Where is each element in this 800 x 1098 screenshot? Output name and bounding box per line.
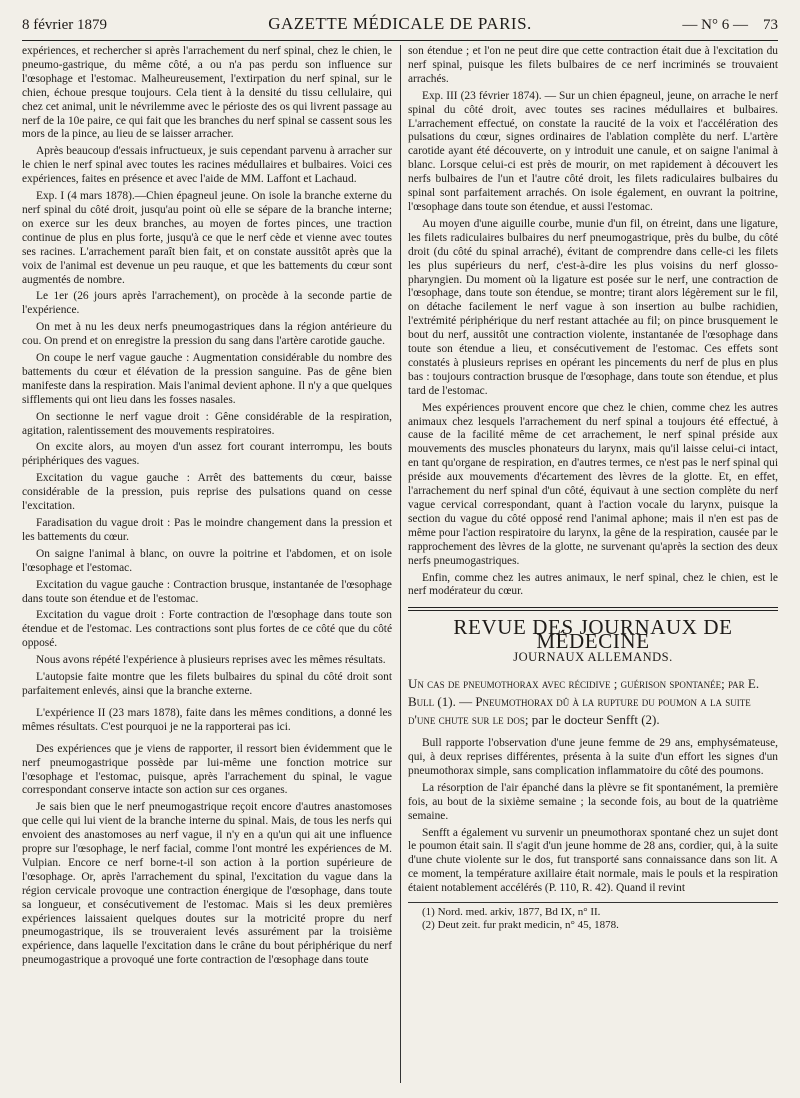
page-header — [22, 14, 778, 38]
paragraph: Mes expériences prouvent encore que chez le chien, comme chez les autres animaux chez lesquels l'arrachement du nerf spinal a toujours été effectué, à cause de la facilité même de cet arrachement, le nerf spinal préside aux mouvements des muscles phonateurs du larynx, mais qu'il laisse celui-ci intact, en tant qu'organe de respiration, en d'autres termes, ce n'est pas le nerf spinal qui préside aux mouvements d'écartement des lèvres de la glotte. Et, en effet, l'arrachement du nerf spinal d'un côté, équivaut à une section complète du nerf vague cervical correspondant, quant à l'action vocale du larynx, puisque la section du vague du côté opposé rend l'animal aphone; mais il n'en est pas de même pour l'action respiratoire du larynx, la gêne de la respiration, causée par le rapprochement des lèvres de la glotte, ne survenant qu'après la section des deux nerfs pneumogastriques. — [408, 401, 778, 567]
footnote: (1) Nord. med. arkiv, 1877, Bd IX, n° II. — [422, 906, 601, 919]
column-divider — [400, 45, 401, 1083]
paragraph: Le 1er (26 jours après l'arrachement), on procède à la seconde partie de l'expérience. — [22, 290, 392, 317]
paragraph: Exp. I (4 mars 1878).—Chien épagneul jeune. On isole la branche externe du nerf spinal du côté droit, jusqu'au point où elle se sépare de la branche interne; on exerce sur les deux branches, au moyen de fortes pinces, une traction continue de plus en plus forte, jusqu'à ce que le nerf cède et vienne avec toutes ses racines. L'arrachement paraît bien fait, et on constate aussitôt après que la voix de l'animal est devenue un peu rauque, et que les battements du cœur sont augmentés de nombre. — [22, 190, 392, 286]
paragraph: On sectionne le nerf vague droit : Gêne considérable de la respiration, agitation, ralentissement des mouvements respiratoires. — [22, 410, 392, 437]
header-date: 8 février 1879 — [22, 17, 107, 33]
paragraph: son étendue ; et l'on ne peut dire que cette contraction était due à l'excitation du nerf spinal, puisque les filets bulbaires de ce nerf incriminés se trouvaient arrachés. — [408, 45, 778, 85]
footnotes — [408, 902, 778, 932]
header-issue-page — [598, 17, 778, 34]
paragraph: Bull rapporte l'observation d'une jeune femme de 29 ans, emphysémateuse, qui, à deux reprises différentes, présenta à la suite d'un effort les signes d'un pneumothorax simple, sans complication inflammatoire du côté des poumons. — [408, 737, 778, 777]
paragraph: L'autopsie faite montre que les filets bulbaires du spinal du côté droit sont parfaitement enlevés, ainsi que la branche externe. — [22, 671, 392, 697]
paragraph: Je sais bien que le nerf pneumogastrique reçoit encore d'autres anastomoses que celle qui lui vient de la branche interne du spinal. Mais, de tous les nerfs qui envoient des anastomoses au nerf vague, il n'y en a qu'un qui ait une influence propre sur l'œsophage, le nerf facial, comme l'ont montré les expériences de M. Vulpian. Encore ce nerf borne-t-il son action à la portion supérieure de l'œsophage. Or, après l'arrachement du spinal, l'excitation du vague dans la région cervicale provoque une contraction énergique de l'œsophage, dans toute sa longueur, et consécutivement de l'estomac. Mais si les deux premières expériences laissaient quelques doutes sur la motricité propre du nerf pneumogastrique, ils se trouveraient levés assurément par la troisième expérience, dans laquelle l'excitation dans le crâne du bout périphérique du nerf pneumogastrique a provoqué une forte contraction de l'œsophage dans toute — [22, 801, 392, 967]
paragraph: On saigne l'animal à blanc, on ouvre la poitrine et l'abdomen, et on isole l'œsophage et l'estomac. — [22, 547, 392, 574]
article-title-author: par le docteur Senfft (2). — [531, 712, 660, 728]
page-number: 73 — [763, 17, 778, 33]
paragraph: On coupe le nerf vague gauche : Augmentation considérable du nombre des battements du cœur et élévation de la pression sanguine. Pas de gêne bien manifeste dans la respiration. Mais l'animal devient aphone. Il n'y a que quelques sifflements qui ont lieu dans les fosses nasales. — [22, 352, 392, 406]
paragraph: Excitation du vague gauche : Contraction brusque, instantanée de l'œsophage dans toute son étendue et de l'estomac. — [22, 578, 392, 605]
paragraph: Excitation du vague droit : Forte contraction de l'œsophage dans toute son étendue et de l'estomac. Les contractions sont plus fortes de ce côté que du côté opposé. — [22, 609, 392, 650]
paragraph: Exp. III (23 février 1874). — Sur un chien épagneul, jeune, on arrache le nerf spinal du côté droit, avec toutes ses racines médullaires et bulbaires. L'arrachement effectué, on constate la raucité de la voix et l'accélération des pulsations du cœur, signes ordinaires de l'ablation complète du nerf. L'artère carotide ayant été découverte, on y introduit une canule, et on saigne l'animal à blanc. Lorsque celui-ci est près de mourir, on met rapidement à découvert les nerfs bulbaires de l'un et l'autre côté droit, les filets radiculaires bulbaires du spinal sont parfaitement arrachés. On isole également, en ouvrant la poitrine, l'œsophage dans toute son étendue, et aussi l'estomac. — [408, 89, 778, 213]
section-subtitle: JOURNAUX ALLEMANDS. — [513, 650, 673, 665]
right-column — [408, 45, 778, 1083]
paragraph: Faradisation du vague droit : Pas le moindre changement dans la pression et les battements du cœur. — [22, 517, 392, 543]
paragraph: expériences, et rechercher si après l'arrachement du nerf spinal, chez le chien, le pneumo-gastrique, du même côté, a ou n'a pas perdu son influence sur l'œsophage et l'estomac. Malheureusement, l'extirpation du nerf spinal, sur le chien, échoue presque toujours. Cela tient à la densité du tissu cellulaire, qui chez cet animal, unit le névrilemme avec le périoste des os qui livrent passage au nerf de la 10e paire, ce qui fait que les branches du nerf spinal se cassent sous les mors de la pince, au lieu de se laisser arracher. — [22, 45, 392, 141]
article-title — [408, 675, 778, 729]
paragraph: On excite alors, au moyen d'un assez fort courant interrompu, les bouts périphériques des vagues. — [22, 441, 392, 468]
paragraph: Excitation du vague gauche : Arrêt des battements du cœur, baisse considérable de la pression, puis reprise des pulsations quand on cesse l'excitation. — [22, 472, 392, 513]
section-title: REVUE DES JOURNAUX DE MÉDECINE — [453, 615, 733, 654]
issue-number: — N° 6 — — [682, 17, 748, 33]
paragraph: Enfin, comme chez les autres animaux, le nerf spinal, chez le chien, est le nerf modérateur du cœur. — [408, 571, 778, 598]
paragraph: Après beaucoup d'essais infructueux, je suis cependant parvenu à arracher sur le chien le nerf spinal avec toutes les racines médullaires et bulbaires. Voici ces expériences, faites en présence et avec l'aide de MM. Laffont et Lachaud. — [22, 145, 392, 186]
footnote: (2) Deut zeit. fur prakt medicin, n° 45, 1878. — [422, 919, 619, 932]
section-rule — [408, 607, 778, 611]
left-column — [22, 45, 392, 1083]
journal-title: GAZETTE MÉDICALE DE PARIS. — [268, 14, 532, 33]
paragraph: La résorption de l'air épanché dans la plèvre se fit spontanément, la première fois, au bout de la sixième semaine ; la seconde fois, au bout de la quatrième semaine. — [408, 781, 778, 822]
article-title-main: Un cas de pneumothorax avec récidive ; guérison spontanée; par E. Bull (1). — Pneumothorax dû à la rupture du poumon a la suite d'une chute sur le dos; — [408, 676, 760, 728]
paragraph: L'expérience II (23 mars 1878), faite dans les mêmes conditions, a donné les mêmes résultats. C'est pourquoi je ne la rapporterai pas ici. — [22, 706, 392, 733]
paragraph: Des expériences que je viens de rapporter, il ressort bien évidemment que le nerf pneumogastrique possède par lui-même une fonction motrice sur l'œsophage et l'estomac, puisque, après l'arrachement du spinal, le vague correspondant conserve intacte son action sur ces organes. — [22, 742, 392, 797]
two-column-body — [22, 45, 778, 1083]
paragraph: Senfft a également vu survenir un pneumothorax spontané chez un sujet dont le poumon était sain. Il s'agit d'un jeune homme de 28 ans, cordier, qui, à la suite d'une chute violente sur le dos, fut transporté sans connaissance dans son lit. A ce moment, la température axillaire était normale, mais le pouls et la respiration étaient notablement accélérés (P. 110, R. 42). Quand il revint — [408, 826, 778, 895]
paragraph: On met à nu les deux nerfs pneumogastriques dans la région antérieure du cou. On prend et on enregistre la pression du sang dans l'artère carotide gauche. — [22, 321, 392, 348]
header-rule — [22, 40, 778, 41]
paragraph: Nous avons répété l'expérience à plusieurs reprises avec les mêmes résultats. — [36, 654, 386, 667]
paragraph: Au moyen d'une aiguille courbe, munie d'un fil, on étreint, dans une ligature, les filets radiculaires bulbaires du nerf pneumogastrique, près du bulbe, du côté droit (du côté du spinal arraché), évitant de comprendre dans celle-ci les filets les plus supérieurs du nerf, c'est-à-dire les plus voisins du nerf glosso-pharyngien. Du moment où la ligature est posée sur le nerf, une contraction de l'œsophage, dans toute son étendue, se montre; tirant alors légèrement sur le fil, on détache facilement le nerf vague à son insertion au bulbe rachidien, l'extrémité périphérique du nerf restant attachée au fil; on pince brusquement le bout du nerf, aussitôt une contraction violente, instantanée de l'œsophage dans toute son étendue a lieu, et consécutivement de l'estomac. Ces effets sont constatés à plusieurs reprises en opérant les pincements du nerf de plus en plus bas : toujours contraction brusque de l'œsophage, dans toute son étendue, et plus tard de l'estomac. — [408, 217, 778, 397]
